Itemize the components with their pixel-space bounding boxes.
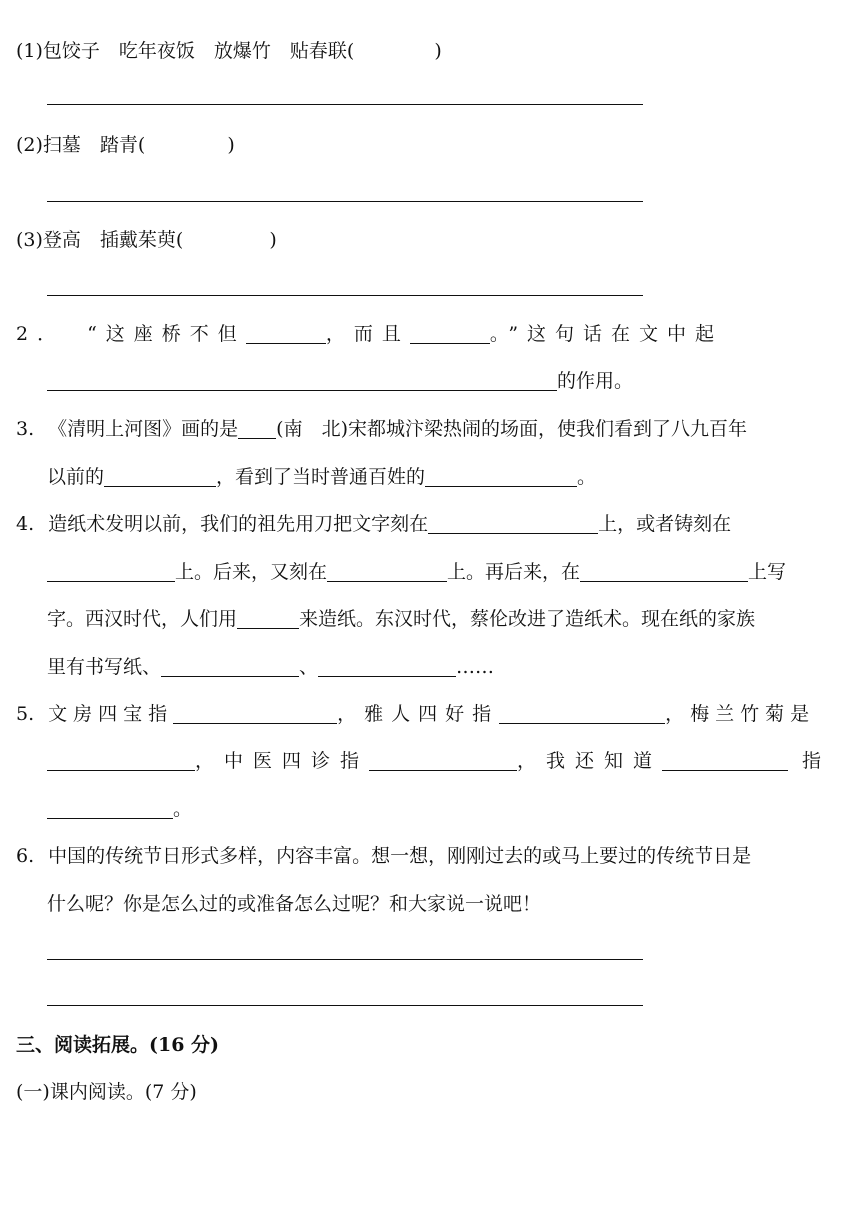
- q2-blank-1[interactable]: [246, 323, 326, 344]
- q2-text-3: 。”这句话在文中起: [489, 323, 724, 345]
- q2-line-1: [16, 321, 723, 347]
- q1-item-2-text: (2)扫墓 踏青(: [16, 134, 146, 156]
- q6-text-2: 什么呢？你是怎么过的或准备怎么过呢？和大家说一说吧！: [47, 893, 542, 915]
- q4-text-c: 上。后来，又刻在: [175, 561, 328, 583]
- q1-answer-line-3[interactable]: [47, 295, 643, 296]
- q4-text-i: 、: [299, 656, 319, 678]
- q4-text-e: 上写: [748, 561, 787, 583]
- q5-text-a: 文房四宝指: [48, 703, 174, 725]
- q1-item-3-text: (3)登高 插戴茱萸(: [16, 229, 184, 251]
- q6-line-1: [16, 843, 751, 869]
- q4-line-2: [47, 559, 786, 585]
- q5-text-c: ，梅兰竹菊是: [665, 703, 816, 725]
- q4-blank-2[interactable]: [47, 561, 175, 582]
- q3-text-a: 《清明上河图》画的是: [48, 418, 239, 440]
- q5-text-b: ，雅人四好指: [337, 703, 500, 725]
- q3-number: 3.: [16, 418, 35, 440]
- q5-blank-3[interactable]: [47, 750, 195, 771]
- q2-text-1: “这座桥不但: [87, 323, 246, 345]
- q4-line-4: [47, 654, 494, 680]
- q5-blank-2[interactable]: [499, 703, 665, 724]
- q3-line-1: [16, 416, 747, 442]
- q3-text-b: (南 北)宋都城汴梁热闹的场面，使我们看到了八九百年: [276, 418, 747, 440]
- q6-text-1: 中国的传统节日形式多样，内容丰富。想一想，刚刚过去的或马上要过的传统节日是: [48, 845, 752, 867]
- q6-line-2: [47, 891, 541, 917]
- q5-blank-4[interactable]: [369, 750, 517, 771]
- q5-number: 5.: [16, 703, 35, 725]
- q2-number: 2．: [16, 323, 66, 345]
- q3-text-c: 以前的: [47, 466, 105, 488]
- q1-item-2: [16, 132, 235, 158]
- q4-text-h: 里有书写纸、: [47, 656, 162, 678]
- q1-item-1-close: ): [434, 40, 442, 62]
- q5-text-g: 。: [173, 798, 193, 820]
- q5-line-1: [16, 701, 815, 727]
- q1-answer-line-1[interactable]: [47, 104, 643, 105]
- q5-text-f: 指: [802, 750, 822, 772]
- q4-blank-1[interactable]: [428, 513, 598, 534]
- q4-text-g: 来造纸。东汉时代，蔡伦改进了造纸术。现在纸的家族: [299, 608, 756, 630]
- q5-blank-5[interactable]: [662, 750, 788, 771]
- q1-item-3: [16, 227, 277, 253]
- q1-item-1-text: (1)包饺子 吃年夜饭 放爆竹 贴春联(: [16, 40, 355, 62]
- q3-blank-1[interactable]: [238, 418, 276, 439]
- q2-text-2: ，而且: [325, 323, 410, 345]
- q6-number: 6.: [16, 845, 35, 867]
- q4-line-3: [47, 606, 755, 632]
- q6-answer-line-2[interactable]: [47, 1005, 643, 1006]
- q4-blank-4[interactable]: [580, 561, 748, 582]
- q4-blank-7[interactable]: [318, 656, 456, 677]
- q5-text-e: ，我还知道: [517, 750, 663, 772]
- q4-text-a: 造纸术发明以前，我们的祖先用刀把文字刻在: [48, 513, 429, 535]
- q4-text-f: 字。西汉时代，人们用: [47, 608, 238, 630]
- q5-blank-6[interactable]: [47, 798, 173, 819]
- q4-text-d: 上。再后来，在: [447, 561, 581, 583]
- q1-item-2-close: ): [227, 134, 235, 156]
- q4-text-b: 上，或者铸刻在: [598, 513, 732, 535]
- q4-blank-6[interactable]: [161, 656, 299, 677]
- q3-line-2: [47, 464, 596, 490]
- q2-line-2: [47, 368, 633, 394]
- q5-blank-1[interactable]: [173, 703, 337, 724]
- section-3-title: 三、阅读拓展。(16 分): [16, 1034, 220, 1056]
- q5-text-d: ，中医四诊指: [195, 750, 370, 772]
- q4-blank-3[interactable]: [327, 561, 447, 582]
- q6-answer-line-1[interactable]: [47, 959, 643, 960]
- q2-blank-3[interactable]: [47, 370, 557, 391]
- section-3-subtitle: (一)课内阅读。(7 分): [16, 1081, 197, 1103]
- q4-text-j: ……: [456, 656, 495, 678]
- q3-text-e: 。: [577, 466, 597, 488]
- q2-blank-2[interactable]: [410, 323, 490, 344]
- q1-item-3-close: ): [269, 229, 277, 251]
- q3-text-d: ，看到了当时普通百姓的: [216, 466, 426, 488]
- q5-line-3: [47, 796, 192, 822]
- q5-line-2: [47, 748, 821, 774]
- q2-tail-text: 的作用。: [557, 370, 634, 392]
- q4-line-1: [16, 511, 731, 537]
- q3-blank-2[interactable]: [104, 466, 216, 487]
- q4-blank-5[interactable]: [237, 608, 299, 629]
- q3-blank-3[interactable]: [425, 466, 577, 487]
- q1-answer-line-2[interactable]: [47, 201, 643, 202]
- q1-item-1: [16, 38, 442, 64]
- q4-number: 4.: [16, 513, 35, 535]
